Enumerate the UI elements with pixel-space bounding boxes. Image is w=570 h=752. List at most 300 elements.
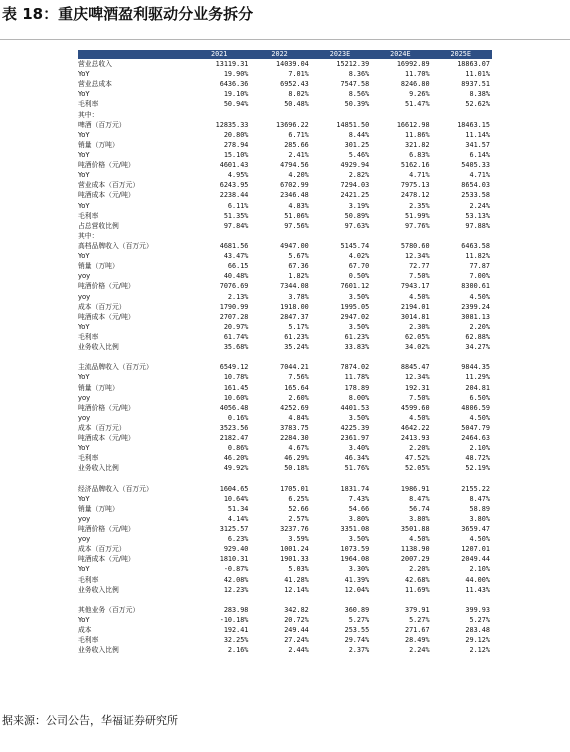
table-header-row (78, 50, 492, 59)
row-value-cell: 62.05% (405, 332, 430, 341)
table-row (78, 605, 492, 615)
row-value-cell: 301.25 (344, 140, 370, 149)
table-row (78, 140, 492, 150)
row-value-cell: 379.91 (405, 605, 430, 614)
row-value-cell: 3.80% (348, 514, 370, 523)
table-row (78, 463, 492, 473)
row-value-cell (311, 231, 371, 241)
row-label: 其中： (78, 231, 99, 240)
row-value-cell: 50.89% (344, 211, 370, 220)
row-value-cell: 11.29% (465, 373, 490, 382)
row-value-cell: 0.86% (227, 444, 249, 453)
row-value-cell: 9844.35 (461, 363, 490, 372)
row-value-cell: 2947.02 (340, 312, 370, 321)
row-label: YoY (78, 130, 90, 139)
row-value-cell: 4806.59 (461, 403, 490, 412)
row-value-cell (311, 595, 371, 605)
row-value-cell: 5.27% (409, 616, 430, 625)
row-value-cell: 5145.74 (340, 241, 370, 250)
row-label: YoY (78, 90, 90, 99)
table-row (78, 352, 492, 362)
row-label: 毛利率 (78, 636, 99, 645)
row-value-cell: 7547.58 (340, 80, 370, 89)
row-value-cell: 10.78% (223, 373, 249, 382)
row-value-cell: 2533.58 (461, 191, 490, 200)
row-value-cell: 2.57% (288, 514, 309, 523)
row-value-cell: 29.74% (344, 636, 370, 645)
row-label: yoy (78, 272, 91, 281)
row-label: 销量（万吨） (78, 504, 119, 513)
row-value-cell: 52.62% (465, 100, 490, 109)
table-row (78, 332, 492, 342)
row-value-cell (371, 473, 431, 483)
row-value-cell: 14039.04 (276, 60, 309, 68)
row-value-cell: 7975.13 (400, 181, 430, 190)
row-label: 营业成本（百万元） (78, 181, 140, 190)
row-value-cell: 97.84% (223, 221, 249, 230)
row-value-cell: 7874.02 (340, 363, 370, 372)
row-value-cell: 3501.88 (400, 525, 430, 534)
row-value-cell: 5047.79 (461, 423, 490, 432)
row-value-cell: 97.88% (465, 221, 490, 230)
row-value-cell: 8.56% (348, 90, 370, 99)
row-value-cell: 8246.80 (400, 80, 430, 89)
row-value-cell: 2.37% (348, 646, 370, 655)
row-value-cell: 1604.65 (219, 484, 249, 493)
row-value-cell: 3351.08 (340, 525, 370, 534)
row-value-cell: 5.46% (348, 150, 370, 159)
row-value-cell: 9.26% (409, 90, 430, 99)
row-value-cell: 6.25% (288, 494, 309, 503)
row-value-cell: 249.44 (284, 626, 309, 635)
table-row (78, 69, 492, 79)
table-row (78, 564, 492, 574)
row-value-cell: 192.41 (223, 626, 249, 635)
row-value-cell: 6.50% (469, 393, 490, 402)
row-value-cell: 3.50% (348, 413, 370, 422)
table-row (78, 180, 492, 190)
table-row (78, 453, 492, 463)
row-value-cell: 11.78% (344, 373, 370, 382)
row-value-cell (250, 595, 310, 605)
table-row (78, 312, 492, 322)
row-value-cell: 8654.03 (461, 181, 490, 190)
row-value-cell (311, 110, 371, 120)
row-label: 成本（百万元） (78, 302, 126, 311)
row-value-cell (190, 473, 250, 483)
table-row (78, 302, 492, 312)
row-value-cell: 8.36% (348, 70, 370, 79)
row-value-cell: -10.18% (219, 616, 249, 625)
row-value-cell: 97.63% (344, 221, 370, 230)
row-value-cell: 285.66 (284, 140, 309, 149)
row-value-cell: 46.20% (223, 454, 249, 463)
row-value-cell: 5162.16 (400, 161, 430, 170)
row-value-cell: 61.23% (344, 332, 370, 341)
row-value-cell: 253.55 (344, 626, 370, 635)
row-value-cell: 5.17% (288, 322, 309, 331)
row-value-cell: 341.57 (465, 140, 490, 149)
row-value-cell: 4401.53 (340, 403, 370, 412)
table-row (78, 59, 492, 69)
row-value-cell: 1986.91 (400, 484, 430, 493)
row-value-cell: 4794.56 (280, 161, 309, 170)
data-table (78, 50, 492, 655)
row-value-cell: 4.95% (227, 171, 249, 180)
row-value-cell: 40.48% (223, 272, 249, 281)
row-value-cell: 12835.33 (215, 120, 249, 129)
row-value-cell: 2.35% (409, 201, 430, 210)
table-row (78, 554, 492, 564)
row-value-cell: 67.36 (288, 262, 309, 271)
table-row (78, 595, 492, 605)
row-label: 营业总成本 (78, 80, 112, 89)
row-value-cell: 11.43% (465, 585, 490, 594)
row-value-cell: 61.23% (284, 332, 309, 341)
row-value-cell: 2399.24 (461, 302, 490, 311)
table-row (78, 514, 492, 524)
row-value-cell: 34.02% (405, 343, 430, 352)
row-value-cell: 47.52% (405, 454, 430, 463)
table-row (78, 524, 492, 534)
row-value-cell: 4642.22 (400, 423, 430, 432)
row-value-cell: 4225.39 (340, 423, 370, 432)
row-label: YoY (78, 150, 90, 159)
row-value-cell: 278.94 (223, 140, 249, 149)
table-row (78, 271, 492, 281)
table-row (78, 322, 492, 332)
row-value-cell: 2.41% (288, 150, 309, 159)
row-value-cell: 2346.48 (280, 191, 309, 200)
row-value-cell: 1810.31 (219, 555, 249, 564)
row-value-cell: 41.39% (344, 575, 370, 584)
table-row (78, 130, 492, 140)
row-value-cell: 56.74 (409, 504, 430, 513)
row-value-cell: -0.87% (223, 565, 249, 574)
row-value-cell: 5405.33 (461, 161, 490, 170)
row-value-cell: 48.72% (465, 454, 490, 463)
row-value-cell: 6.11% (227, 201, 249, 210)
row-value-cell: 4.71% (469, 171, 490, 180)
row-value-cell: 3.40% (348, 444, 370, 453)
row-value-cell: 1001.24 (280, 545, 309, 554)
row-value-cell (371, 231, 431, 241)
row-value-cell: 3.50% (348, 535, 370, 544)
row-value-cell: 178.89 (344, 383, 370, 392)
row-value-cell: 1138.90 (400, 545, 430, 554)
row-value-cell: 3.19% (348, 201, 370, 210)
row-value-cell: 11.01% (465, 70, 490, 79)
row-value-cell: 1207.01 (461, 545, 490, 554)
row-value-cell: 4.50% (409, 535, 430, 544)
row-value-cell: 399.93 (465, 605, 490, 614)
row-label: 业务收入比例 (78, 464, 119, 473)
row-label: 业务收入比例 (78, 585, 119, 594)
row-value-cell: 3014.81 (400, 312, 430, 321)
row-value-cell: 32.25% (223, 636, 249, 645)
row-label: 毛利率 (78, 100, 99, 109)
table-row (78, 190, 492, 200)
row-value-cell: 3125.57 (219, 525, 249, 534)
row-value-cell: 2413.93 (400, 434, 430, 443)
row-label: 吨酒成本（元/吨） (78, 555, 135, 564)
row-value-cell: 15212.39 (336, 60, 370, 68)
row-label: 吨酒价格（元/吨） (78, 403, 135, 412)
row-value-cell: 161.45 (223, 383, 249, 392)
row-label: 毛利率 (78, 454, 99, 463)
row-value-cell: 4.50% (469, 535, 490, 544)
row-value-cell: 3237.76 (280, 525, 309, 534)
row-value-cell: 8937.51 (461, 80, 490, 89)
row-value-cell: 19.90% (223, 70, 249, 79)
row-value-cell: 54.66 (348, 504, 370, 513)
row-label: 其他业务（百万元） (78, 605, 140, 614)
row-value-cell: 50.39% (344, 100, 370, 109)
row-label: 啤酒（百万元） (78, 120, 126, 129)
row-value-cell: 67.70 (348, 262, 370, 271)
row-value-cell: 8300.61 (461, 282, 490, 291)
row-value-cell: 2.82% (348, 171, 370, 180)
row-value-cell: 192.31 (405, 383, 430, 392)
row-label (78, 595, 190, 605)
row-value-cell: 165.64 (284, 383, 309, 392)
row-value-cell: 4056.48 (219, 403, 249, 412)
table-row (78, 645, 492, 655)
row-label: 业务收入比例 (78, 646, 119, 655)
row-value-cell (432, 110, 492, 120)
row-value-cell: 2464.63 (461, 434, 490, 443)
row-value-cell: 7044.21 (280, 363, 309, 372)
row-value-cell: 52.66 (288, 504, 309, 513)
row-value-cell: 72.77 (409, 262, 430, 271)
row-label: yoy (78, 292, 91, 301)
row-value-cell: 12.34% (405, 373, 430, 382)
row-value-cell: 3.50% (348, 322, 370, 331)
row-label: 成本 (78, 626, 92, 635)
row-value-cell: 2.24% (409, 646, 430, 655)
row-value-cell: 10.64% (223, 494, 249, 503)
table-row (78, 393, 492, 403)
row-value-cell: 52.05% (405, 464, 430, 473)
row-value-cell: 2.20% (409, 444, 430, 453)
table-row (78, 443, 492, 453)
row-value-cell: 5.03% (288, 565, 309, 574)
row-value-cell: 7076.69 (219, 282, 249, 291)
row-label: YoY (78, 373, 90, 382)
row-value-cell: 6952.43 (280, 80, 309, 89)
row-value-cell (432, 473, 492, 483)
row-label: 吨酒成本（元/吨） (78, 312, 135, 321)
row-value-cell: 2361.97 (340, 434, 370, 443)
row-value-cell: 8.00% (348, 393, 370, 402)
row-value-cell: 2155.22 (461, 484, 490, 493)
row-value-cell: 6.83% (409, 150, 430, 159)
table-row (78, 372, 492, 382)
row-value-cell: 3.78% (288, 292, 309, 301)
row-label: 业务收入比例 (78, 343, 119, 352)
row-value-cell: 58.89 (469, 504, 490, 513)
row-value-cell: 12.14% (284, 585, 309, 594)
table-row (78, 241, 492, 251)
row-value-cell: 7.56% (288, 373, 309, 382)
row-value-cell: 50.48% (284, 100, 309, 109)
row-value-cell: 1918.00 (280, 302, 309, 311)
row-value-cell: 6.71% (288, 130, 309, 139)
row-value-cell: 1.82% (288, 272, 309, 281)
row-value-cell: 3.50% (348, 292, 370, 301)
row-value-cell: 2847.37 (280, 312, 309, 321)
row-value-cell (250, 231, 310, 241)
row-value-cell: 4947.00 (280, 241, 309, 250)
row-value-cell: 11.14% (465, 130, 490, 139)
row-value-cell: 10.60% (223, 393, 249, 402)
table-row (78, 120, 492, 130)
row-value-cell (190, 595, 250, 605)
row-value-cell: 2.20% (469, 322, 490, 331)
row-value-cell: 3.30% (348, 565, 370, 574)
table-title: 表 18：重庆啤酒盈利驱动分业务拆分 (2, 5, 254, 23)
row-value-cell (371, 352, 431, 362)
row-value-cell: 49.92% (223, 464, 249, 473)
row-value-cell: 52.19% (465, 464, 490, 473)
table-row (78, 281, 492, 291)
row-value-cell: 12.34% (405, 252, 430, 261)
row-value-cell: 2238.44 (219, 191, 249, 200)
row-label: 其中： (78, 110, 99, 119)
table-row (78, 201, 492, 211)
row-label: YoY (78, 252, 90, 261)
row-value-cell: 14851.50 (336, 120, 370, 129)
table-row (78, 625, 492, 635)
row-value-cell: 33.83% (344, 343, 370, 352)
row-label: YoY (78, 171, 90, 180)
header-year-2025e: 2025E (450, 50, 471, 58)
row-value-cell (432, 231, 492, 241)
row-value-cell: 2.24% (469, 201, 490, 210)
row-value-cell: 2478.12 (400, 191, 430, 200)
row-value-cell: 16992.89 (396, 60, 430, 68)
header-year-2023e: 2023E (329, 50, 351, 58)
row-value-cell: 1790.99 (219, 302, 249, 311)
row-value-cell: 4.20% (288, 171, 309, 180)
row-value-cell: 4.50% (469, 413, 490, 422)
row-value-cell: 4929.94 (340, 161, 370, 170)
header-year-2022: 2022 (271, 50, 288, 58)
row-value-cell: 360.89 (344, 605, 370, 614)
row-value-cell: 8.47% (409, 494, 430, 503)
row-value-cell: 4.67% (288, 444, 309, 453)
row-value-cell: 4.83% (288, 201, 309, 210)
row-value-cell: 2.30% (409, 322, 430, 331)
row-value-cell: 4.02% (348, 252, 370, 261)
row-value-cell: 46.34% (344, 454, 370, 463)
table-row (78, 79, 492, 89)
row-value-cell: 8.38% (469, 90, 490, 99)
row-value-cell (250, 473, 310, 483)
row-value-cell: 1705.01 (280, 484, 309, 493)
row-value-cell: 8.44% (348, 130, 370, 139)
row-label: yoy (78, 393, 91, 402)
table-row (78, 403, 492, 413)
row-value-cell: 28.49% (405, 636, 430, 645)
row-value-cell: 19.10% (223, 90, 249, 99)
row-value-cell (190, 352, 250, 362)
row-value-cell: 51.99% (405, 211, 430, 220)
row-value-cell: 3.80% (409, 514, 430, 523)
row-value-cell: 16612.98 (396, 120, 430, 129)
row-label: YoY (78, 70, 90, 79)
row-value-cell: 2284.30 (280, 434, 309, 443)
row-value-cell: 12.04% (344, 585, 370, 594)
table-row (78, 484, 492, 494)
row-value-cell: 4.50% (409, 292, 430, 301)
row-value-cell: 2194.01 (400, 302, 430, 311)
row-label: YoY (78, 565, 90, 574)
row-value-cell: 18463.15 (457, 120, 490, 129)
table-row (78, 413, 492, 423)
table-row (78, 575, 492, 585)
row-value-cell: 2.60% (288, 393, 309, 402)
row-label: 毛利率 (78, 575, 99, 584)
row-value-cell: 51.34 (227, 504, 249, 513)
row-value-cell: 4681.56 (219, 241, 249, 250)
table-row (78, 170, 492, 180)
row-value-cell: 5.67% (288, 252, 309, 261)
row-value-cell: 42.08% (223, 575, 249, 584)
row-value-cell: 44.00% (465, 575, 490, 584)
table-row (78, 292, 492, 302)
row-label: 成本（百万元） (78, 423, 126, 432)
row-value-cell: 51.47% (405, 100, 430, 109)
row-label: 吨酒成本（元/吨） (78, 191, 135, 200)
row-label: 占总营收比例 (78, 221, 119, 230)
row-value-cell: 2.10% (469, 444, 490, 453)
row-value-cell: 42.68% (405, 575, 430, 584)
row-value-cell: 2.20% (409, 565, 430, 574)
row-value-cell (371, 110, 431, 120)
row-value-cell: 4599.60 (400, 403, 430, 412)
row-value-cell: 7.00% (469, 272, 490, 281)
row-label: 经济品牌收入（百万元） (78, 484, 153, 493)
row-value-cell: 1901.33 (280, 555, 309, 564)
row-value-cell: 97.56% (284, 221, 309, 230)
row-value-cell: 6.14% (469, 150, 490, 159)
row-value-cell (432, 595, 492, 605)
row-value-cell: 4.71% (409, 171, 430, 180)
row-value-cell (250, 110, 310, 120)
row-value-cell: 8.47% (469, 494, 490, 503)
table-row (78, 110, 492, 120)
table-row (78, 494, 492, 504)
row-value-cell: 1964.08 (340, 555, 370, 564)
row-label: 毛利率 (78, 211, 99, 220)
row-value-cell: 7.50% (409, 272, 430, 281)
row-value-cell: 283.98 (223, 605, 249, 614)
table-body (78, 59, 492, 655)
row-value-cell: 20.72% (284, 616, 309, 625)
row-value-cell: 6702.99 (280, 181, 309, 190)
table-row (78, 342, 492, 352)
row-value-cell: 3081.13 (461, 312, 490, 321)
row-value-cell: 66.15 (227, 262, 249, 271)
table-row (78, 585, 492, 595)
row-value-cell: 929.40 (223, 545, 249, 554)
row-value-cell: 51.35% (223, 211, 249, 220)
title-divider (0, 39, 570, 40)
row-value-cell: 15.10% (223, 150, 249, 159)
row-label: 主流品牌收入（百万元） (78, 363, 153, 372)
row-label (78, 473, 190, 483)
